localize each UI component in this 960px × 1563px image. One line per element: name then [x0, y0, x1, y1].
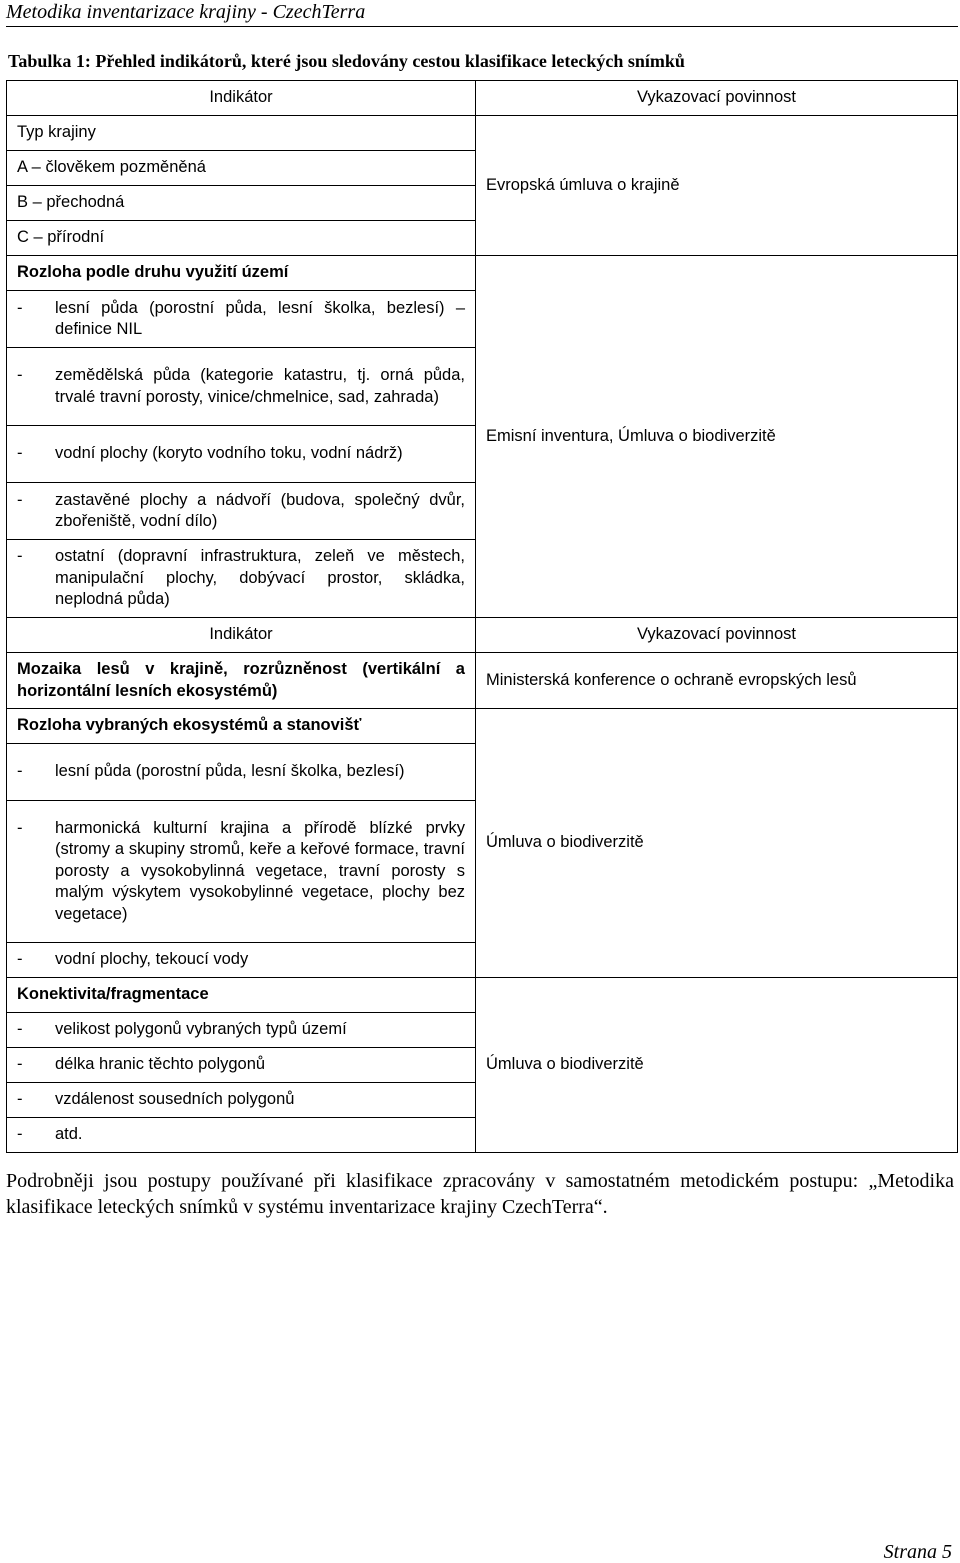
list-item — [7, 801, 476, 943]
list-dash: - — [17, 547, 23, 566]
rozloha-title: Rozloha podle druhu využití území — [7, 256, 476, 291]
list-item-text: délka hranic těchto polygonů — [55, 1055, 266, 1074]
list-dash: - — [17, 1125, 23, 1144]
typ-krajiny-obligation: Evropská úmluva o krajině — [476, 116, 958, 256]
konektivita-obligation: Úmluva o biodiverzitě — [476, 978, 958, 1153]
header2-indicator: Indikátor — [7, 618, 476, 653]
list-dash: - — [17, 1090, 23, 1109]
list-item — [7, 348, 476, 426]
header-indicator: Indikátor — [7, 81, 476, 116]
header2-obligation: Vykazovací povinnost — [476, 618, 958, 653]
typ-krajiny-b: B – přechodná — [7, 186, 476, 221]
table-row — [7, 116, 958, 151]
list-dash: - — [17, 444, 23, 463]
table-row — [7, 978, 958, 1013]
typ-krajiny-a: A – člověkem pozměněná — [7, 151, 476, 186]
list-item-text: vzdálenost sousedních polygonů — [55, 1090, 295, 1109]
konektivita-title: Konektivita/fragmentace — [7, 978, 476, 1013]
list-item — [7, 1083, 476, 1118]
mozaika-title: Mozaika lesů v krajině, rozrůzněnost (vertikální a horizontální lesních ekosystémů) — [7, 653, 476, 709]
list-item-text: vodní plochy, tekoucí vody — [55, 950, 249, 969]
mozaika-obligation: Ministerská konference o ochraně evropských lesů — [476, 653, 958, 709]
list-item-text: lesní půda (porostní půda, lesní školka, bezlesí) — [55, 762, 405, 781]
list-item-text: ostatní (dopravní infrastruktura, zeleň ve městech, manipulační plochy, dobývací prostor, skládka, neplodná půda) — [55, 547, 465, 609]
list-item-text: zemědělská půda (kategorie katastru, tj. orná půda, trvalé travní porosty, vinice/chmelnice, sad, zahrada) — [55, 366, 465, 406]
list-dash: - — [17, 762, 23, 781]
table-row — [7, 653, 958, 709]
list-item-text: lesní půda (porostní půda, lesní školka, bezlesí) – definice NIL — [55, 298, 465, 338]
rozloha-obligation: Emisní inventura, Úmluva o biodiverzitě — [476, 256, 958, 618]
ekosystemy-obligation: Úmluva o biodiverzitě — [476, 709, 958, 978]
indicator-table — [6, 80, 958, 1153]
list-item — [7, 943, 476, 978]
list-dash: - — [17, 366, 23, 384]
list-dash: - — [17, 298, 23, 317]
list-dash: - — [17, 1055, 23, 1074]
page-header — [6, 0, 958, 27]
table-caption: Tabulka 1: Přehled indikátorů, které jsou sledovány cestou klasifikace leteckých snímků — [8, 51, 685, 71]
typ-krajiny-c: C – přírodní — [7, 221, 476, 256]
list-item-text: velikost polygonů vybraných typů území — [55, 1020, 347, 1039]
list-item — [7, 426, 476, 483]
page-number: Strana 5 — [883, 1541, 952, 1563]
list-item — [7, 1118, 476, 1153]
typ-krajiny-title: Typ krajiny — [7, 116, 476, 151]
list-item-text: harmonická kulturní krajina a přírodě blízké prvky (stromy a skupiny stromů, keře a keřové formace, travní porosty a vysokobylinná vegetace, travní porosty s malým výskytem vysokobylinné vegetace, plochy bez vegetace) — [55, 818, 465, 923]
footer-paragraph: Podrobněji jsou postupy používané při klasifikace zpracovány v samostatném metodickém postupu: „Metodika klasifikace leteckých snímků v systému inventarizace krajiny CzechTerra“. — [6, 1170, 954, 1218]
ekosystemy-title: Rozloha vybraných ekosystémů a stanovišť — [7, 709, 476, 744]
list-item-text: atd. — [55, 1125, 83, 1144]
list-item — [7, 744, 476, 801]
list-dash: - — [17, 818, 23, 837]
list-dash: - — [17, 950, 23, 969]
list-item — [7, 291, 476, 348]
table-row — [7, 709, 958, 744]
list-item — [7, 1048, 476, 1083]
list-item-text: zastavěné plochy a nádvoří (budova, společný dvůr, zbořeniště, vodní dílo) — [55, 490, 465, 530]
table-header-row — [7, 618, 958, 653]
list-item — [7, 1013, 476, 1048]
list-item — [7, 540, 476, 618]
table-row — [7, 256, 958, 291]
list-item-text: vodní plochy (koryto vodního toku, vodní nádrž) — [55, 444, 403, 463]
list-item — [7, 483, 476, 540]
list-dash: - — [17, 1020, 23, 1039]
table-header-row — [7, 81, 958, 116]
list-dash: - — [17, 490, 23, 509]
header-obligation: Vykazovací povinnost — [476, 81, 958, 116]
header-title: Metodika inventarizace krajiny - CzechTerra — [6, 1, 366, 23]
